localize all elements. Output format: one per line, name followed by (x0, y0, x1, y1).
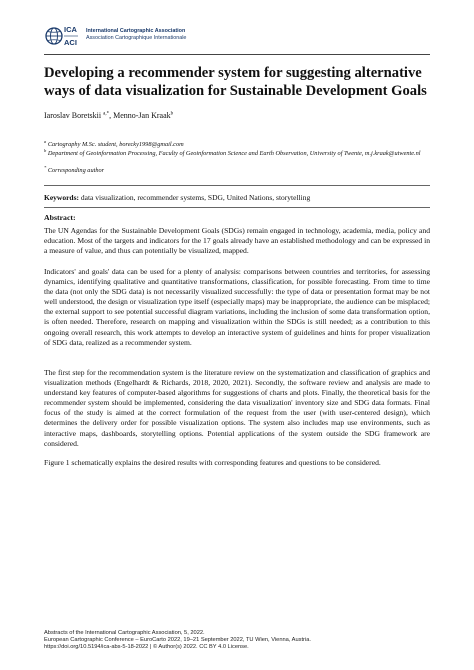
corresponding-note (44, 164, 434, 175)
abstract-paragraph-1: The UN Agendas for the Sustainable Development Goals (SDGs) remain engaged in technology, academia, media, policy and education. Most of the targets and indicators for the 17 goals already have an established methodology and can be expressed in a measure of value, and thus can potentially be visualized, mapped. (44, 226, 430, 256)
footer-conference: European Cartographic Conference – EuroCarto 2022, 19–21 September 2022, TU Wien, Vienna, Austria. (44, 637, 311, 643)
association-name-en: International Cartographic Association (86, 28, 186, 34)
author-2: , Menno-Jan Kraak (109, 111, 171, 120)
ica-logo (44, 22, 82, 50)
keywords-divider-bottom (44, 207, 430, 208)
abstract-paragraph-3: The first step for the recommendation system is the literature review on the systematization and classification of graphics and visualization methods (Engelhardt & Richards, 2018, 2020, 2021). Secondly, the software review and analysis are made to understand key features of computer-based algorithms for suggestions of charts and plots. Finally, the theoretical basis for the recommender system should be implemented, considering the data visualization' inventory size and SDG data formats. Final focus of the study is aimed at the correct formulation of the request from the user (with user-centered design), which determines the delivery order for possible visualization options. The system also includes map use environments, such as interactive maps, dashboards, storytelling options. Potential applications of the system outside the SDG framework are considered. (44, 368, 430, 448)
page-footer (44, 630, 311, 651)
keywords-label: Keywords: (44, 193, 79, 202)
affiliation-a-mark: a (44, 139, 47, 144)
svg-text:ICA: ICA (64, 25, 77, 34)
affiliation-a-text: Cartography M.Sc. student, borecky1998@gmail.com (47, 141, 184, 149)
abstract-heading: Abstract: (44, 213, 76, 222)
keywords-text: data visualization, recommender systems, SDG, United Nations, storytelling (80, 193, 311, 202)
affiliation-b-mark: b (44, 148, 47, 153)
author-list (44, 111, 173, 120)
footer-doi: https://doi.org/10.5194/ica-abs-5-18-2022 | © Author(s) 2022. CC BY 4.0 License. (44, 644, 249, 650)
corresponding-mark: * (44, 165, 47, 170)
header-divider (44, 54, 430, 55)
globe-icon (44, 22, 82, 50)
author-1: Iaroslav Boretskii (44, 111, 104, 120)
corresponding-text: Corresponding author (47, 167, 105, 175)
author-1-corresponding-mark: * (106, 111, 110, 117)
keywords-divider-top (44, 185, 430, 186)
association-name-fr: Association Cartographique Internationale (86, 34, 187, 41)
affiliation-b (44, 147, 434, 158)
affiliation-b-text: Department of Geoinformation Processing, Faculty of Geoinformation Science and Earth Observation, University of Twente, m.j.kraak@utwente.nl (47, 150, 421, 158)
keywords-line (44, 193, 434, 203)
author-1-affil-mark: a, (103, 111, 107, 117)
footer-citation: Abstracts of the International Cartographic Association, 5, 2022. (44, 630, 205, 636)
association-name (86, 28, 186, 41)
abstract-paragraph-4: Figure 1 schematically explains the desired results with corresponding features and questions to be considered. (44, 458, 381, 467)
paper-title: Developing a recommender system for suggesting alternative ways of data visualization for Sustainable Development Goals (44, 65, 427, 99)
svg-text:ACI: ACI (64, 38, 77, 47)
author-2-affil-mark: b (170, 111, 174, 117)
abstract-paragraph-2: Indicators' and goals' data can be used for a plenty of analysis: comparisons between countries and territories, for assessing dynamics, identifying qualitative and quantitative transformations, classification, for possible forecasting. From time to time the data (not only the SDG data) is not necessarily visualized successfully: the type of data or presentation format may be not well understood, the design or visualization type itself (especially maps) may be inappropriate, the audience can be misplaced; the external support to see potential successful diagram variations, including the inclusion of some data transformation option, is often needed. Therefore, research on mapping and visualization within the SDGs is still needed; as a contribution to this ongoing overall research, this work attempts to develop an interactive system of guidelines and hints for proper visualization of SDG data, realized as a recommender system. (44, 267, 430, 347)
